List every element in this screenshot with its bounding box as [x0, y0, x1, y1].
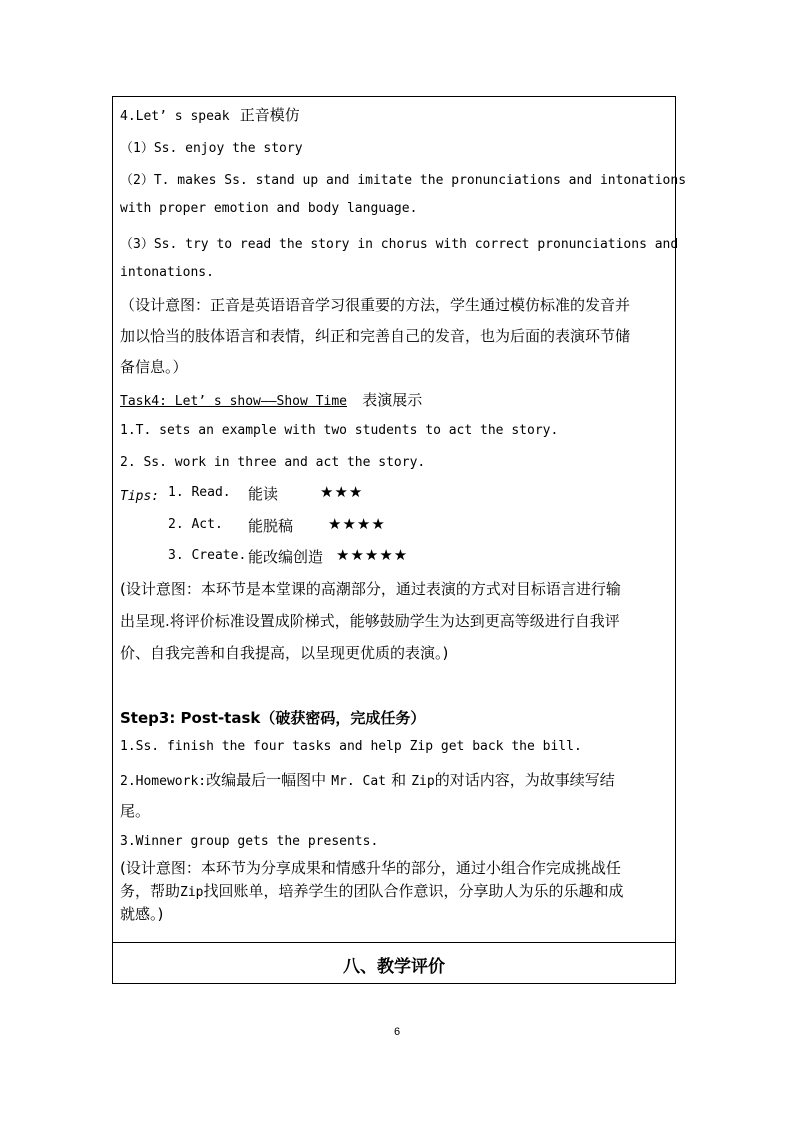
- step3-homework: 2.Homework:改编最后一幅图中 Mr. Cat 和 Zip的对话内容，为故事续写结: [120, 771, 615, 789]
- speak-item-3-cont: intonations.: [120, 265, 214, 280]
- speak-item-1: （1）Ss. enjoy the story: [120, 141, 303, 156]
- section-title: 八、教学评价: [343, 957, 445, 977]
- step3-item-3: 3.Winner group gets the presents.: [120, 834, 379, 849]
- speak-heading: 4.Let’ s speak 正音模仿: [120, 106, 300, 124]
- speak-intent-2: 加以恰当的肢体语言和表情，纠正和完善自己的发音，也为后面的表演环节储: [120, 327, 631, 345]
- star-rating: ★★★★: [328, 515, 386, 533]
- speak-intent-1: （设计意图：正音是英语语音学习很重要的方法，学生通过模仿标准的发音并: [120, 296, 631, 314]
- step3-homework-cont: 尾。: [120, 802, 151, 820]
- task4-step-1: 1.T. sets an example with two students to act the story.: [120, 423, 559, 438]
- table-divider: [113, 942, 675, 943]
- task4-intent-1: (设计意图：本环节是本堂课的高潮部分，通过表演的方式对目标语言进行输: [120, 580, 621, 598]
- step3-item-1: 1.Ss. finish the four tasks and help Zip get back the bill.: [120, 739, 582, 754]
- step3-title: Step3: Post-task（破获密码，完成任务）: [120, 709, 426, 727]
- task4-intent-2: 出呈现.将评价标准设置成阶梯式，能够鼓励学生为达到更高等级进行自我评: [120, 612, 620, 630]
- task4-heading: Task4: Let’ s show——Show Time 表演展示: [120, 391, 423, 409]
- speak-item-2-cont: with proper emotion and body language.: [120, 201, 418, 216]
- lesson-table: 4.Let’ s speak 正音模仿 （1）Ss. enjoy the story （2）T. makes Ss. stand up and imitate the pronunciations and intonations with proper emotion and body language. （3）Ss. try to read the story in chorus with correct pronunciations and intonations. （设计意图：正音是英语语音学习很重要的方法，学生通过模仿标准的发音并 加以恰当的肢体语言和表情，纠正和完善自己的发音，也为后面的表演环节储 备信息。） Task4: Let’ s show——Show Time 表演展示 1.T. sets an example with two students to act the story. 2. Ss. work in three and act the story. Tips: 1. Read. 能读 ★★★ 2. Act. 能脱稿 ★★★★ 3. Create. 能改编创造 ★★★★★ (设计意图：本环节是本堂课的高潮部分，通过表演的方式对目标语言进行输 出呈现.将评价标准设置成阶梯式，能够鼓励学生为达到更高等级进行自我评 价、自我完善和自我提高，以呈现更优质的表演。) Step3: Post-task（破获密码，完成任务） 1.Ss. finish the four tasks and help Zip get back the bill. 2.Homework:改编最后一幅图中 Mr. Cat 和 Zip的对话内容，为故事续写结 尾。 3.Winner group gets the presents. (设计意图：本环节为分享成果和情感升华的部分，通过小组合作完成挑战任 务，帮助Zip找回账单，培养学生的团队合作意识，分享助人为乐的乐趣和成 就感。) 八、教学评价: [112, 96, 676, 984]
- speak-item-2: （2）T. makes Ss. stand up and imitate the pronunciations and intonations: [120, 173, 687, 188]
- step3-intent-3: 就感。): [120, 905, 164, 923]
- page-number: 6: [393, 1026, 401, 1038]
- star-rating: ★★★★★: [336, 546, 409, 564]
- speak-intent-3: 备信息。）: [120, 358, 188, 376]
- tips-label: Tips:: [120, 489, 160, 504]
- step3-intent-2: 务，帮助Zip找回账单，培养学生的团队合作意识，分享助人为乐的乐趣和成: [120, 882, 624, 900]
- task4-step-2: 2. Ss. work in three and act the story.: [120, 455, 426, 470]
- star-rating: ★★★: [320, 483, 364, 501]
- task4-intent-3: 价、自我完善和自我提高，以呈现更优质的表演。): [120, 644, 449, 662]
- speak-item-3: （3）Ss. try to read the story in chorus with correct pronunciations and: [120, 237, 679, 252]
- step3-intent-1: (设计意图：本环节为分享成果和情感升华的部分，通过小组合作完成挑战任: [120, 859, 621, 877]
- tip-row-1: Tips: 1. Read. 能读 ★★★: [120, 483, 364, 504]
